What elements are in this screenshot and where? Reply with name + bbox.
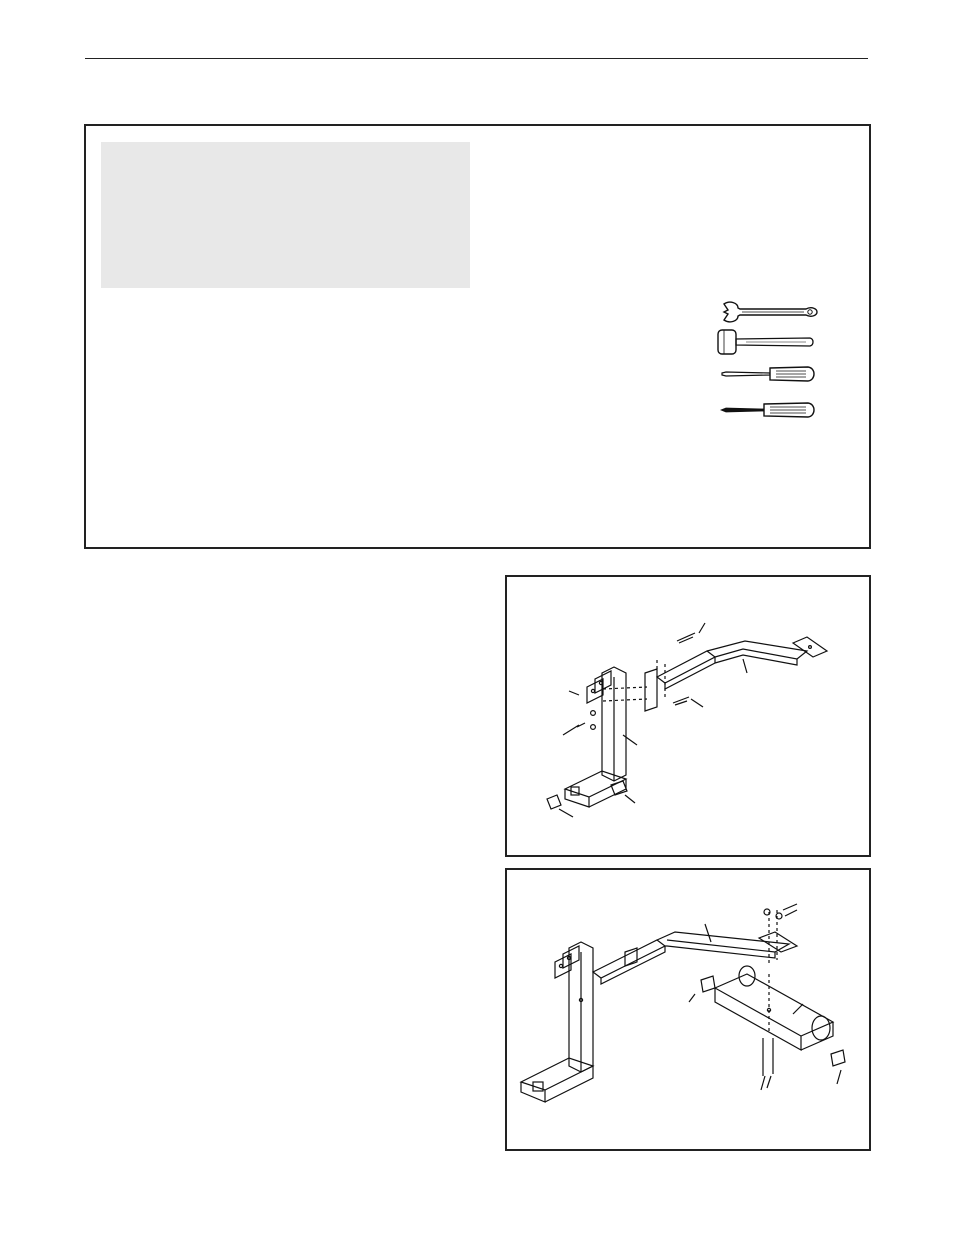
- phillips-screwdriver-icon: [720, 400, 818, 420]
- flat-screwdriver-icon: [720, 364, 818, 384]
- frame-assembly-diagram-2: [507, 870, 869, 1149]
- assembly-figure-2: [505, 868, 871, 1151]
- info-box: [84, 124, 871, 549]
- header-rule: [85, 58, 868, 59]
- rubber-mallet-icon: [716, 328, 816, 356]
- assembly-figure-1: [505, 575, 871, 857]
- shaded-note-panel: [101, 142, 470, 288]
- frame-assembly-diagram-1: [507, 577, 869, 855]
- adjustable-wrench-icon: [718, 300, 818, 324]
- tool-illustrations: [706, 294, 826, 434]
